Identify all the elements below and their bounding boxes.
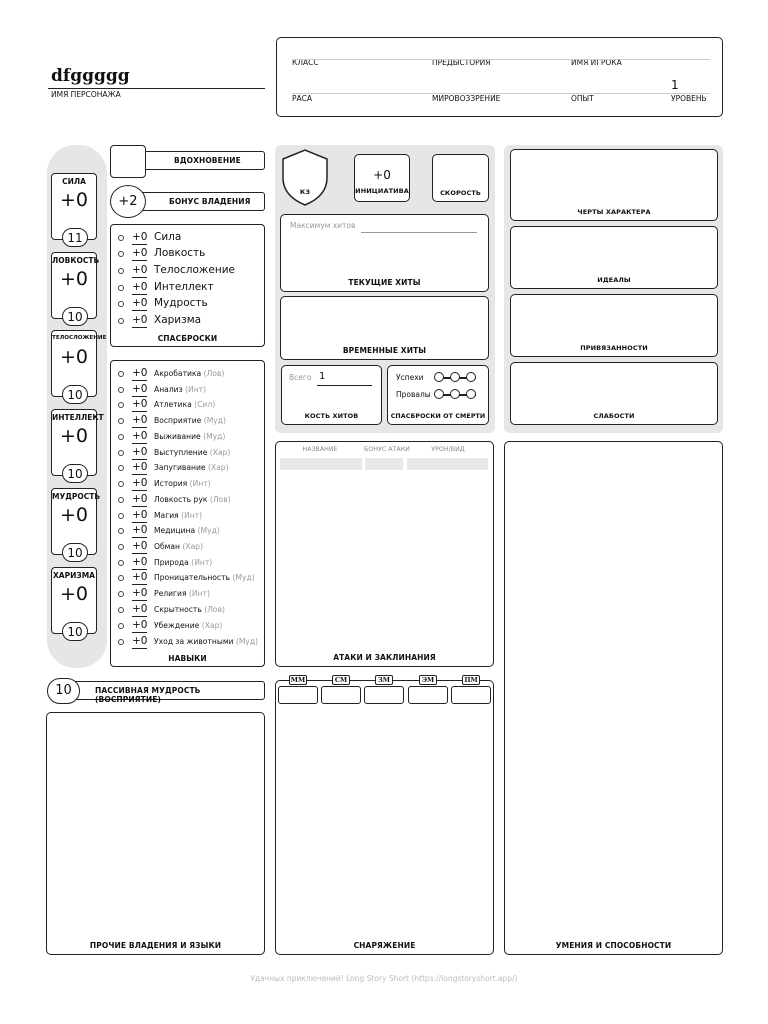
success-circle[interactable] [466,372,476,382]
success-circle[interactable] [450,372,460,382]
proficiency-dot[interactable] [118,481,124,487]
proficiency-dot[interactable] [118,544,124,550]
shield-icon [280,148,330,206]
coin-field-platinum[interactable] [451,686,491,704]
proficiency-dot[interactable] [118,434,124,440]
proficiency-dot[interactable] [118,402,124,408]
ability-score[interactable]: 10 [62,385,88,404]
hit-dice-total-label: Всего [289,373,312,382]
proficiency-dot[interactable] [118,607,124,613]
proficiency-dot[interactable] [118,623,124,629]
temp-hp-box[interactable]: ВРЕМЕННЫЕ ХИТЫ [280,296,489,360]
coin-field-silver[interactable] [321,686,361,704]
proficiency-label-bar: БОНУС ВЛАДЕНИЯ [126,192,265,211]
proficiency-dot[interactable] [118,371,124,377]
skills-title: НАВЫКИ [168,654,207,663]
max-hp-label: Максимум хитов [290,221,356,230]
header-divider-mid [292,93,710,94]
coin-field-electrum[interactable] [408,686,448,704]
success-circle[interactable] [434,372,444,382]
features-box[interactable]: УМЕНИЯ И СПОСОБНОСТИ [504,441,723,955]
header-info-box [276,37,723,117]
ability-modifier: +0 [59,346,88,368]
proficiency-dot[interactable] [118,387,124,393]
armor-class-label: КЗ [299,188,311,196]
ability-modifier: +0 [59,189,88,211]
character-name-label: ИМЯ ПЕРСОНАЖА [51,90,121,99]
proficiency-dot[interactable] [118,528,124,534]
race-label: РАСА [292,94,313,103]
ideals-box[interactable]: ИДЕАЛЫ [510,226,718,289]
proficiency-dot[interactable] [118,639,124,645]
proficiency-dot[interactable] [118,251,124,257]
alignment-label: МИРОВОЗЗРЕНИЕ [432,94,501,103]
character-name[interactable]: dfggggg [51,66,130,86]
coin-field-copper[interactable] [278,686,318,704]
xp-label: ОПЫТ [571,94,594,103]
passive-wisdom-bar: ПАССИВНАЯ МУДРОСТЬ (ВОСПРИЯТИЕ) [66,681,265,700]
passive-wisdom-value[interactable]: 10 [47,678,80,704]
other-proficiencies-box[interactable]: ПРОЧИЕ ВЛАДЕНИЯ И ЯЗЫКИ [46,712,265,955]
max-hp-line [361,232,477,233]
inspiration-label-bar: ВДОХНОВЕНИЕ [126,151,265,170]
ability-modifier: +0 [59,504,88,526]
ability-score[interactable]: 10 [62,464,88,483]
traits-box[interactable]: ЧЕРТЫ ХАРАКТЕРА [510,149,718,221]
death-saves-successes-label: Успехи [396,373,424,382]
attacks-col-name: НАЗВАНИЕ [302,446,338,453]
proficiency-dot[interactable] [118,268,124,274]
level-label: УРОВЕНЬ [671,94,707,103]
ability-score[interactable]: 11 [62,228,88,247]
failure-circle[interactable] [434,389,444,399]
proficiency-dot[interactable] [118,318,124,324]
proficiency-dot[interactable] [118,301,124,307]
ability-intelligence[interactable]: ИНТЕЛЛЕКТ +0 10 [51,409,97,476]
coin-label-copper: ММ [290,676,306,684]
ability-score[interactable]: 10 [62,543,88,562]
hit-dice-line [317,385,372,386]
coin-label-electrum: ЭМ [419,675,437,685]
proficiency-dot[interactable] [118,285,124,291]
level-value[interactable]: 1 [671,78,679,92]
failure-circle[interactable] [450,389,460,399]
proficiency-dot[interactable] [118,235,124,241]
proficiency-dot[interactable] [118,465,124,471]
attack-name-field[interactable] [280,458,362,470]
attack-bonus-field[interactable] [365,458,403,470]
ability-modifier: +0 [59,425,88,447]
background-label: ПРЕДЫСТОРИЯ [432,58,491,67]
coin-field-gold[interactable] [364,686,404,704]
proficiency-bonus[interactable]: +2 [110,185,146,218]
header-divider-top [292,59,710,60]
bonds-box[interactable]: ПРИВЯЗАННОСТИ [510,294,718,357]
ability-charisma[interactable]: ХАРИЗМА +0 10 [51,567,97,634]
character-name-line [48,88,265,89]
flaws-box[interactable]: СЛАБОСТИ [510,362,718,425]
initiative-box[interactable]: +0 ИНИЦИАТИВА [354,154,410,202]
proficiency-dot[interactable] [118,575,124,581]
speed-box[interactable]: СКОРОСТЬ [432,154,489,202]
failure-circle[interactable] [466,389,476,399]
coin-label-platinum: ПМ [462,675,480,685]
coin-label-silver: СМ [332,675,350,685]
footer-text: Удачных приключений! Long Story Short (https://longstoryshort.app/) [250,974,518,983]
attack-damage-field[interactable] [407,458,488,470]
equipment-box[interactable]: СНАРЯЖЕНИЕ [275,680,494,955]
player-name-label: ИМЯ ИГРОКА [571,58,622,67]
hit-dice-total[interactable]: 1 [319,371,326,382]
proficiency-dot[interactable] [118,513,124,519]
inspiration-checkbox[interactable] [110,145,146,178]
proficiency-dot[interactable] [118,418,124,424]
ability-modifier: +0 [59,268,88,290]
proficiency-dot[interactable] [118,497,124,503]
ability-strength[interactable]: СИЛА +0 11 [51,173,97,240]
ability-dexterity[interactable]: ЛОВКОСТЬ +0 10 [51,252,97,319]
death-saves-box[interactable]: Успехи Провалы СПАСБРОСКИ ОТ СМЕРТИ [387,365,489,425]
ability-modifier: +0 [59,583,88,605]
proficiency-dot[interactable] [118,591,124,597]
ability-constitution[interactable]: ТЕЛОСЛОЖЕНИЕ +0 10 [51,330,97,397]
saving-throws-title: СПАСБРОСКИ [157,334,218,343]
proficiency-dot[interactable] [118,560,124,566]
attacks-col-bonus: БОНУС АТАКИ [364,446,410,453]
coin-label-gold: ЗМ [375,675,393,685]
current-hp-box[interactable]: Максимум хитов ТЕКУЩИЕ ХИТЫ [280,214,489,292]
hit-dice-box[interactable]: Всего 1 КОСТЬ ХИТОВ [281,365,382,425]
ability-wisdom[interactable]: МУДРОСТЬ +0 10 [51,488,97,555]
ability-score[interactable]: 10 [62,307,88,326]
attacks-col-damage: УРОН/ВИД [431,446,465,453]
death-saves-failures-label: Провалы [396,390,431,399]
armor-class[interactable] [280,148,330,206]
class-label: КЛАСС [292,58,319,67]
ability-score[interactable]: 10 [62,622,88,641]
attacks-box[interactable]: НАЗВАНИЕ БОНУС АТАКИ УРОН/ВИД АТАКИ И ЗАКЛИНАНИЯ [275,441,494,667]
proficiency-dot[interactable] [118,450,124,456]
